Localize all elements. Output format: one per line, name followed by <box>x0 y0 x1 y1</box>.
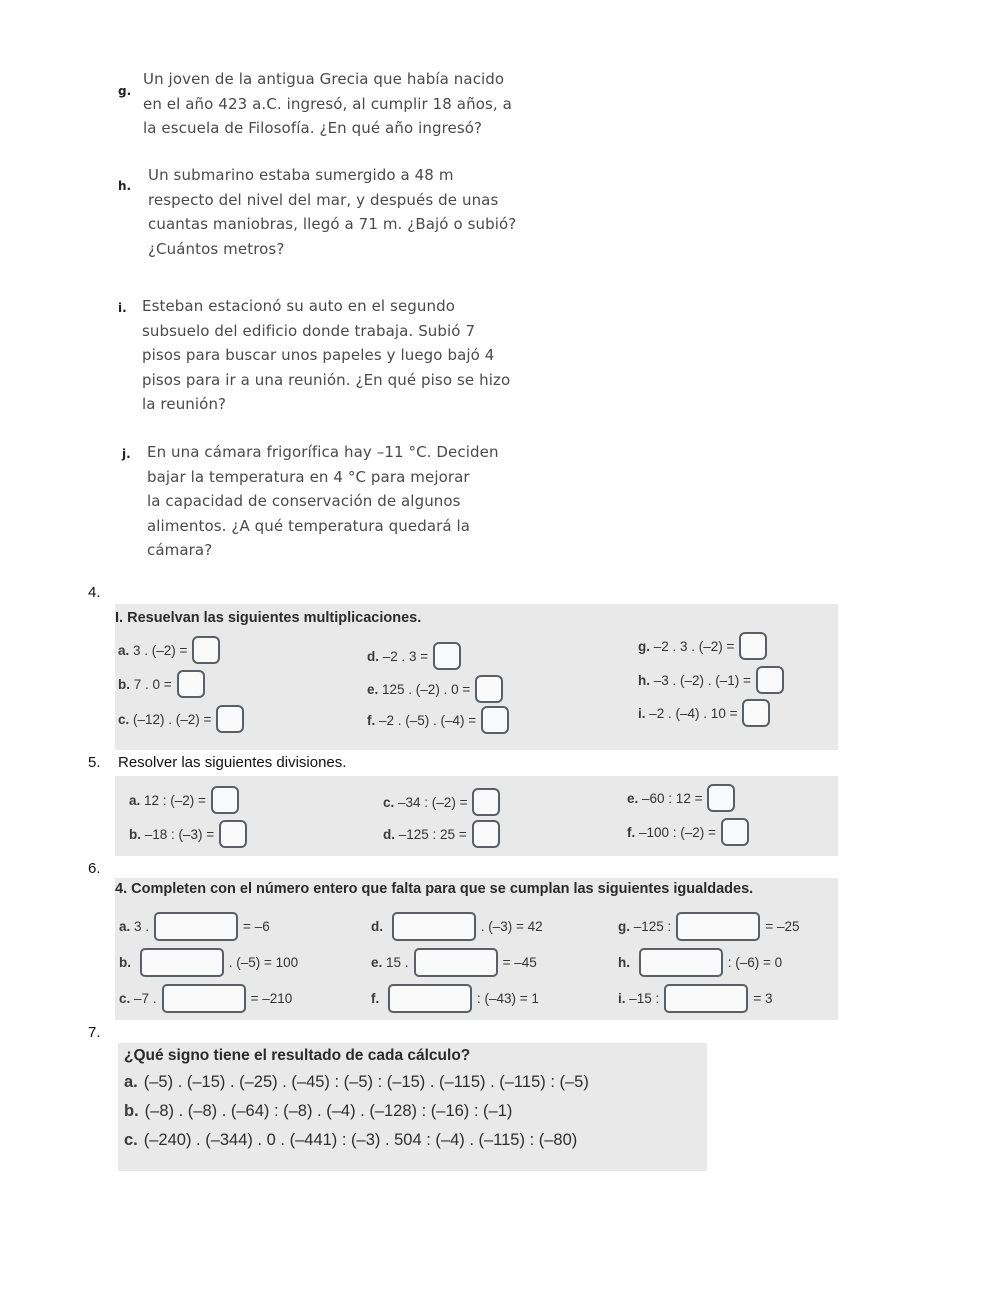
exercise-item <box>119 984 292 1013</box>
problem-line: En una cámara frigorífica hay –11 °C. Deciden <box>147 443 499 461</box>
problem-line: pisos para ir a una reunión. ¿En qué piso se hizo <box>142 370 511 389</box>
item-expression-after: . (–3) = 42 <box>480 919 543 934</box>
item-expression: –2 . 3 . (–2) = <box>653 638 735 654</box>
item-label: c. <box>118 711 130 727</box>
problem-text <box>143 67 512 141</box>
answer-box[interactable] <box>676 912 760 941</box>
item-label: g. <box>618 919 630 934</box>
item-label: h. <box>618 955 630 970</box>
item-expression-before: –7 . <box>134 991 157 1006</box>
exercise-item <box>371 984 539 1013</box>
exercise-item <box>119 948 298 977</box>
problem-line: Esteban estacionó su auto en el segundo <box>142 297 456 315</box>
answer-box[interactable] <box>739 632 767 660</box>
item-label: d. <box>367 648 379 664</box>
item-expression-after: : (–43) = 1 <box>477 991 539 1006</box>
item-label: c. <box>119 991 131 1006</box>
panel-title-number: I. <box>115 610 124 626</box>
item-label: a. <box>129 792 141 808</box>
item-label: h. <box>638 672 650 688</box>
exercise-item <box>124 1102 512 1121</box>
exercise-item <box>118 670 205 698</box>
problem-line: alimentos. ¿A qué temperatura quedará la <box>147 516 471 535</box>
problem-letter: i. <box>118 301 127 315</box>
answer-box[interactable] <box>388 984 472 1013</box>
panel-title <box>115 881 753 897</box>
item-label: a. <box>119 919 131 934</box>
exercise-item <box>118 636 220 664</box>
exercise-item <box>367 675 503 703</box>
item-expression: –34 : (–2) = <box>398 794 468 810</box>
problem-line: bajar la temperatura en 4 °C para mejorar <box>147 467 470 486</box>
panel-title: ¿Qué signo tiene el resultado de cada cálculo? <box>124 1047 471 1064</box>
item-expression: (–240) . (–344) . 0 . (–441) : (–3) . 504 : (–4) . (–115) : (–80) <box>143 1131 578 1149</box>
item-expression: 7 . 0 = <box>133 676 172 692</box>
problem-line: en el año 423 a.C. ingresó, al cumplir 18 años, a <box>143 94 512 113</box>
answer-box[interactable] <box>721 818 749 846</box>
item-label: a. <box>124 1073 138 1091</box>
answer-box[interactable] <box>216 705 244 733</box>
problem-line: la reunión? <box>142 395 227 413</box>
answer-box[interactable] <box>472 820 500 848</box>
item-expression-after: = –6 <box>243 919 270 934</box>
item-expression: 12 : (–2) = <box>144 792 206 808</box>
item-expression-after: = –25 <box>765 919 800 934</box>
exercise-item <box>618 984 772 1013</box>
panel-title-text: Completen con el número entero que falta para que se cumplan las siguientes igualdades. <box>131 881 754 897</box>
item-label: c. <box>124 1131 138 1149</box>
problem-line: subsuelo del edificio donde trabaja. Subió 7 <box>142 321 476 340</box>
answer-box[interactable] <box>756 666 784 694</box>
item-label: i. <box>638 705 646 721</box>
item-expression: 3 . (–2) = <box>133 642 188 658</box>
exercise-item <box>638 632 767 660</box>
missing-number-panel <box>115 878 838 1020</box>
section-number: 5. <box>88 754 101 771</box>
problem-line: respecto del nivel del mar, y después de unas <box>148 190 499 209</box>
problem-line: pisos para buscar unos papeles y luego bajó 4 <box>142 346 495 364</box>
item-label: d. <box>371 919 383 934</box>
answer-box[interactable] <box>481 706 509 734</box>
item-label: a. <box>118 642 130 658</box>
item-expression-before: –125 : <box>633 919 672 934</box>
panel-title-text: Resuelvan las siguientes multiplicaciones. <box>127 610 422 626</box>
exercise-item <box>383 788 500 816</box>
problem-line: ¿Cuántos metros? <box>148 239 285 258</box>
item-label: f. <box>371 991 380 1006</box>
item-label: b. <box>118 676 130 692</box>
problem-letter: h. <box>118 179 132 193</box>
answer-box[interactable] <box>639 948 723 977</box>
answer-box[interactable] <box>433 642 461 670</box>
item-expression-after: : (–6) = 0 <box>727 955 783 970</box>
exercise-item <box>618 948 782 977</box>
problem-line: Un joven de la antigua Grecia que había nacido <box>143 70 505 88</box>
item-label: f. <box>367 712 376 728</box>
panel-title-number: 4. <box>115 881 128 897</box>
answer-box[interactable] <box>140 948 224 977</box>
exercise-item <box>124 1131 577 1150</box>
answer-box[interactable] <box>742 699 770 727</box>
exercise-item <box>618 912 799 941</box>
item-label: e. <box>627 790 639 806</box>
exercise-item <box>371 912 543 941</box>
exercise-item <box>129 820 247 848</box>
answer-box[interactable] <box>177 670 205 698</box>
answer-box[interactable] <box>162 984 246 1013</box>
exercise-item <box>124 1073 589 1092</box>
answer-box[interactable] <box>392 912 476 941</box>
answer-box[interactable] <box>211 786 239 814</box>
section-number: 7. <box>88 1024 101 1041</box>
item-expression-after: = 3 <box>753 991 773 1006</box>
division-panel <box>115 776 838 856</box>
item-expression: –3 . (–2) . (–1) = <box>653 672 751 688</box>
panel-title <box>115 610 421 626</box>
item-expression-after: = –45 <box>502 955 537 970</box>
item-expression: –18 : (–3) = <box>144 826 215 842</box>
answer-box[interactable] <box>472 788 500 816</box>
answer-box[interactable] <box>219 820 247 848</box>
sign-panel <box>118 1043 707 1171</box>
item-expression: (–12) . (–2) = <box>133 711 212 727</box>
exercise-item <box>129 786 239 814</box>
answer-box[interactable] <box>475 675 503 703</box>
exercise-item <box>367 706 509 734</box>
item-label: e. <box>367 681 379 697</box>
item-expression: –2 . 3 = <box>382 648 429 664</box>
answer-box[interactable] <box>707 784 735 812</box>
item-expression: (–8) . (–8) . (–64) : (–8) . (–4) . (–128) : (–16) : (–1) <box>144 1102 513 1120</box>
item-expression-before: 15 . <box>386 955 409 970</box>
item-expression: –2 . (–5) . (–4) = <box>379 712 477 728</box>
item-label: f. <box>627 824 636 840</box>
problem-text <box>147 440 499 563</box>
item-label: b. <box>124 1102 139 1120</box>
answer-box[interactable] <box>192 636 220 664</box>
section-number: 6. <box>88 860 101 877</box>
item-expression: –125 : 25 = <box>398 826 467 842</box>
problem-line: Un submarino estaba sumergido a 48 m <box>148 166 454 184</box>
answer-box[interactable] <box>414 948 498 977</box>
item-label: e. <box>371 955 383 970</box>
exercise-item <box>638 699 770 727</box>
answer-box[interactable] <box>664 984 748 1013</box>
item-expression: –60 : 12 = <box>642 790 703 806</box>
item-expression: –100 : (–2) = <box>639 824 716 840</box>
item-expression: –2 . (–4) . 10 = <box>649 705 738 721</box>
exercise-item <box>367 642 461 670</box>
problem-text <box>142 294 510 417</box>
item-label: b. <box>119 955 131 970</box>
item-expression-after: = –210 <box>250 991 293 1006</box>
problem-line: la escuela de Filosofía. ¿En qué año ingresó? <box>143 119 483 137</box>
problem-letter: j. <box>122 447 131 461</box>
exercise-item <box>638 666 784 694</box>
answer-box[interactable] <box>154 912 238 941</box>
problem-line: cuantas maniobras, llegó a 71 m. ¿Bajó o subió? <box>148 215 517 233</box>
exercise-item <box>627 818 749 846</box>
exercise-item <box>627 784 735 812</box>
exercise-item <box>118 705 244 733</box>
item-label: i. <box>618 991 626 1006</box>
exercise-item <box>383 820 500 848</box>
item-expression-before: –15 : <box>629 991 660 1006</box>
item-label: g. <box>638 638 650 654</box>
item-expression: (–5) . (–15) . (–25) . (–45) : (–5) : (–15) . (–115) . (–115) : (–5) <box>143 1073 589 1091</box>
multiplication-panel <box>115 604 838 750</box>
item-label: d. <box>383 826 395 842</box>
item-expression: 125 . (–2) . 0 = <box>382 681 471 697</box>
section-title: Resolver las siguientes divisiones. <box>118 754 347 771</box>
item-label: c. <box>383 794 395 810</box>
problem-letter: g. <box>118 84 132 98</box>
item-expression-before: 3 . <box>134 919 150 934</box>
exercise-item <box>371 948 537 977</box>
exercise-item <box>119 912 270 941</box>
item-label: b. <box>129 826 141 842</box>
problem-line: la capacidad de conservación de algunos <box>147 492 461 510</box>
problem-line: cámara? <box>147 541 213 559</box>
section-number: 4. <box>88 584 101 601</box>
problem-text <box>148 163 516 261</box>
item-expression-after: . (–5) = 100 <box>228 955 299 970</box>
